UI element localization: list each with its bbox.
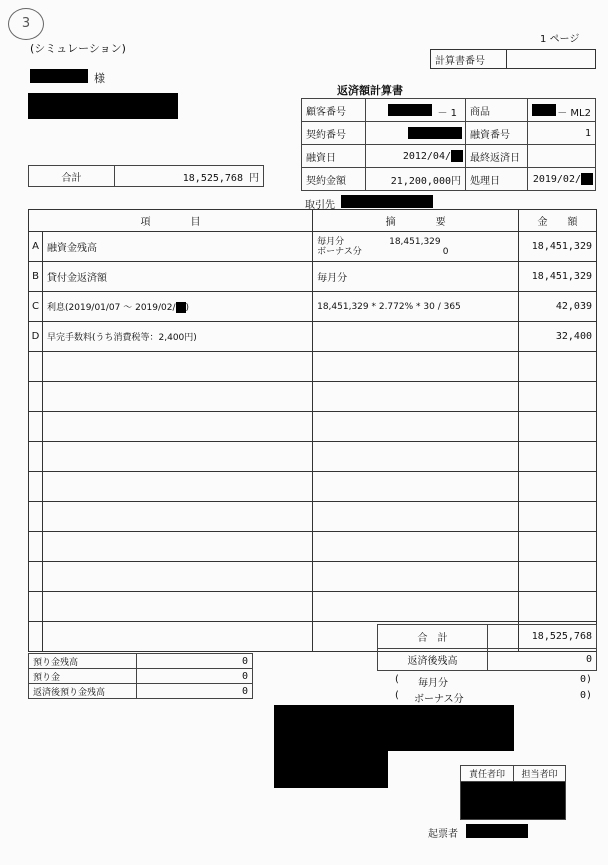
deposit-value: 0 [137,684,253,699]
row-amount: 32,400 [519,322,597,352]
table-row-empty [29,592,597,622]
redacted-counterparty [341,195,433,208]
deposit-row [29,669,253,684]
info-table [301,98,596,191]
redacted-interest-day [176,302,186,313]
customer-suffix: 様 [94,72,105,85]
redacted-customer-name [30,69,88,83]
calc-doc-number-value [507,50,596,69]
contract-amount-label: 契約金額 [302,168,366,191]
row-item: 利息(2019/01/07 ～ 2019/02/ ) [43,292,313,322]
total-box-value: 18,525,768 円 [115,166,264,187]
row-item: 早完手数料(うち消費税等：2,400円) [43,322,313,352]
row-summary: 毎月分 [313,262,519,292]
deposit-row [29,654,253,669]
customer-no-value: － 1 [366,99,466,122]
deposit-label: 預り金残高 [29,654,137,669]
loan-date-label: 融資日 [302,145,366,168]
row-amount: 42,039 [519,292,597,322]
contract-no-value [366,122,466,145]
calc-doc-number-box [430,49,596,69]
redacted-contract-no [408,127,462,139]
row-summary [313,322,519,352]
table-row [29,262,597,292]
loan-no-value: 1 [528,122,596,145]
main-header-amount: 金 額 [519,210,597,232]
redacted-customer-address [28,93,178,119]
customer-no-label: 顧客番号 [302,99,366,122]
deposit-label: 返済後預り金残高 [29,684,137,699]
deposit-row [29,684,253,699]
process-date-value: 2019/02/ [528,168,596,191]
table-row [29,292,597,322]
table-row-empty [29,412,597,442]
deposit-value: 0 [137,654,253,669]
product-value: － ML2 [528,99,596,122]
post-balance-value: 0 [488,649,597,671]
table-row [29,322,597,352]
redacted-loan-day [451,150,463,162]
monthly-value: 0) [579,674,592,685]
summary-total-label: 合 計 [378,625,488,649]
row-summary: 18,451,329 * 2.772% * 30 / 365 [313,292,519,322]
contract-no-label: 契約番号 [302,122,366,145]
stamp-table [460,765,566,820]
row-code: D [29,322,43,352]
bonus-open-paren: ( [395,690,399,701]
table-row-empty [29,502,597,532]
contract-amount-value: 21,200,000円 [366,168,466,191]
redacted-process-day [581,173,593,185]
bonus-label: ボーナス分 [414,694,464,705]
row-item: 貸付金返済額 [43,262,313,292]
drafter-label: 起票者 [428,829,458,840]
monthly-label: 毎月分 [418,678,448,689]
main-header-summary: 摘 要 [313,210,519,232]
bonus-value: 0) [579,690,592,701]
last-repay-label: 最終返済日 [466,145,528,168]
last-repay-value [528,145,596,168]
row-summary: 毎月分 18,451,329 ボーナス分 0 [313,232,519,262]
redacted-stamps [461,782,566,820]
process-date-label: 処理日 [466,168,528,191]
calc-doc-number-label: 計算書番号 [431,50,507,69]
main-header-item: 項 目 [29,210,313,232]
post-balance-label: 返済後残高 [378,649,488,671]
monthly-open-paren: ( [395,674,399,685]
row-amount: 18,451,329 [519,232,597,262]
staff-stamp-label: 担当者印 [514,766,566,782]
redacted-customer-no [388,104,432,116]
simulation-label: (シミュレーション) [30,42,126,55]
deposit-value: 0 [137,669,253,684]
circle-mark [8,8,44,40]
redacted-company-block [274,705,514,751]
loan-no-label: 融資番号 [466,122,528,145]
table-row [29,232,597,262]
total-box-label: 合計 [29,166,115,187]
redacted-product [532,104,556,116]
row-code: B [29,262,43,292]
summary-box [377,624,597,671]
summary-total-value: 18,525,768 [488,625,597,649]
table-row-empty [29,532,597,562]
row-amount: 18,451,329 [519,262,597,292]
deposit-label: 預り金 [29,669,137,684]
redacted-drafter [466,824,528,838]
table-row-empty [29,352,597,382]
table-row-empty [29,442,597,472]
circle-mark-number: 3 [21,16,31,31]
counterparty-label: 取引先 [305,200,335,211]
row-code: C [29,292,43,322]
product-label: 商品 [466,99,528,122]
total-box [28,165,264,187]
page-label: 1 ページ [540,34,580,45]
table-row-empty [29,562,597,592]
row-item: 融資金残高 [43,232,313,262]
deposit-table [28,653,253,699]
main-table [28,209,597,652]
doc-title: 返済額計算書 [337,84,403,97]
row-code: A [29,232,43,262]
redacted-company-block-2 [274,750,388,788]
table-row-empty [29,382,597,412]
table-row-empty [29,472,597,502]
responsible-stamp-label: 責任者印 [461,766,514,782]
loan-date-value: 2012/04/ [366,145,466,168]
